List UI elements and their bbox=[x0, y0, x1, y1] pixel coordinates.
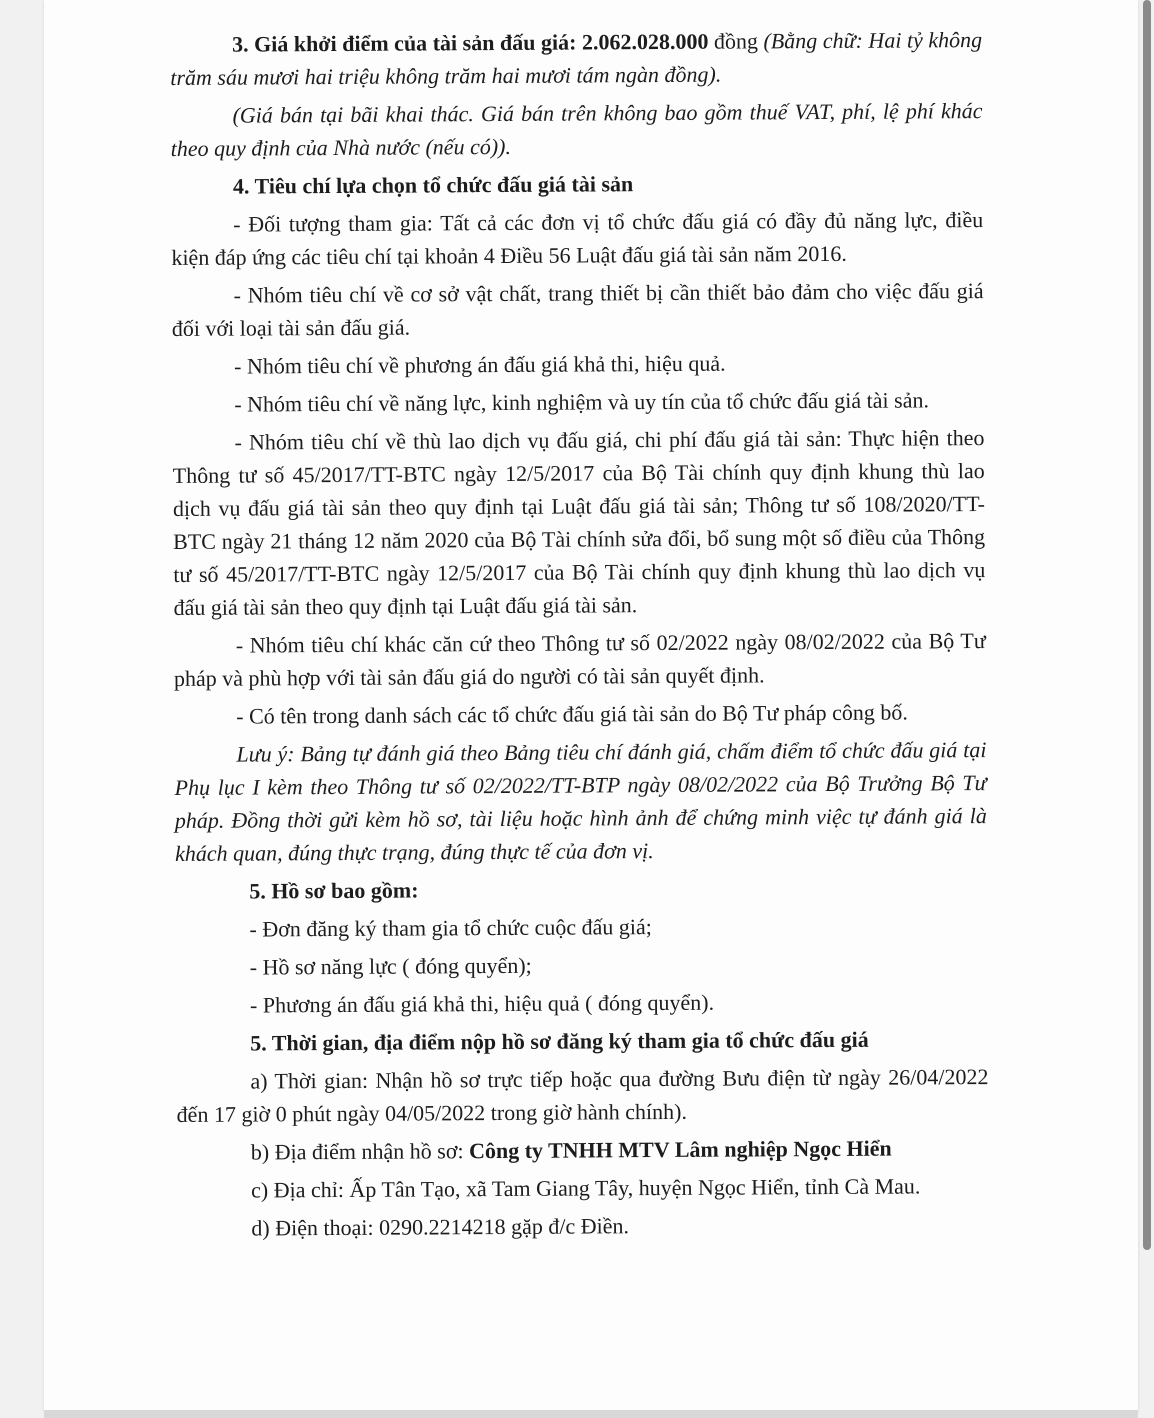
dossier-item: - Phương án đấu giá khả thi, hiệu quả ( đóng quyển). bbox=[249, 989, 715, 1018]
currency-unit: đồng bbox=[708, 28, 764, 54]
criteria-item: - Nhóm tiêu chí về thù lao dịch vụ đấu giá, chi phí đấu giá tài sản: Thực hiện theo Thông tư số 45/2017/TT-BTC ngày 12/5/2017 của Bộ Tài chính quy định khung thù lao dịch vụ đấu giá tài sản theo quy định tại Luật đấu giá tài sản; Thông tư số 108/2020/TT-BTC ngày 21 tháng 12 năm 2020 của Bộ Tài chính sửa đổi, bổ sung một số điều của Thông tư số 45/2017/TT-BTC ngày 12/5/2017 của Bộ Tài chính quy định khung thù lao dịch vụ đấu giá tài sản theo quy định tại Luật đấu giá tài sản. bbox=[172, 425, 986, 620]
criteria-item: - Đối tượng tham gia: Tất cả các đơn vị tổ chức đấu giá có đầy đủ năng lực, điều kiện đáp ứng các tiêu chí tại khoản 4 Điều 56 Luật đấu giá tài sản năm 2016. bbox=[171, 207, 984, 270]
dossier-item: - Hồ sơ năng lực ( đóng quyển); bbox=[249, 952, 532, 980]
company-name: Công ty TNHH MTV Lâm nghiệp Ngọc Hiển bbox=[468, 1135, 892, 1164]
self-assessment-note: Lưu ý: Bảng tự đánh giá theo Bảng tiêu chí đánh giá, chấm điểm tổ chức đấu giá tại Phụ lục I kèm theo Thông tư số 02/2022/TT-BTP ngày 08/02/2022 của Bộ Trưởng Bộ Tư pháp. Đồng thời gửi kèm hồ sơ, tài liệu hoặc hình ảnh để chứng minh việc tự đánh giá là khách quan, đúng thực trạng, đúng thực tế của đơn vị. bbox=[174, 737, 987, 866]
submission-heading: 5. Thời gian, địa điểm nộp hồ sơ đăng ký tham gia tổ chức đấu giá bbox=[250, 1026, 869, 1056]
criteria-item: - Nhóm tiêu chí khác căn cứ theo Thông tư số 02/2022 ngày 08/02/2022 của Bộ Tư pháp và phù hợp với tài sản đấu giá do người có tài sản quyết định. bbox=[173, 628, 986, 691]
scrollbar-thumb[interactable] bbox=[1143, 0, 1151, 1250]
criteria-item: - Có tên trong danh sách các tổ chức đấu giá tài sản do Bộ Tư pháp công bố. bbox=[236, 699, 908, 729]
dossier-item: - Đơn đăng ký tham gia tổ chức cuộc đấu giá; bbox=[249, 914, 652, 942]
section-5-heading: 5. Hồ sơ bao gồm: bbox=[249, 877, 419, 904]
criteria-item: - Nhóm tiêu chí về năng lực, kinh nghiệm và uy tín của tổ chức đấu giá tài sản. bbox=[234, 387, 930, 417]
submission-address: c) Địa chỉ: Ấp Tân Tạo, xã Tam Giang Tây, huyện Ngọc Hiển, tỉnh Cà Mau. bbox=[251, 1173, 921, 1203]
criteria-item: - Nhóm tiêu chí về cơ sở vật chất, trang thiết bị cần thiết bảo đảm cho việc đấu giá đối với loại tài sản đấu giá. bbox=[171, 278, 984, 341]
location-label: b) Địa điểm nhận hồ sơ: bbox=[250, 1138, 470, 1165]
page-bottom-edge bbox=[44, 1410, 1138, 1418]
criteria-item: - Nhóm tiêu chí về phương án đấu giá khả thi, hiệu quả. bbox=[233, 350, 726, 379]
price-note: (Giá bán tại bãi khai thác. Giá bán trên không bao gồm thuế VAT, phí, lệ phí khác theo quy định của Nhà nước (nếu có)). bbox=[170, 98, 983, 161]
price-in-words: (Bằng chữ: Hai tỷ không trăm sáu mươi hai triệu không trăm hai mươi tám ngàn đồng). bbox=[170, 27, 983, 90]
section-3-price bbox=[170, 23, 982, 94]
submission-location bbox=[177, 1131, 989, 1169]
section-3-heading: 3. Giá khởi điểm của tài sản đấu giá: 2.062.028.000 bbox=[232, 28, 709, 57]
submission-time: a) Thời gian: Nhận hồ sơ trực tiếp hoặc qua đường Bưu điện từ ngày 26/04/2022 đến 17 giờ 0 phút ngày 04/05/2022 trong giờ hành chính). bbox=[176, 1064, 989, 1127]
section-4-heading: 4. Tiêu chí lựa chọn tổ chức đấu giá tài sản bbox=[232, 171, 634, 199]
document-body bbox=[170, 23, 989, 1245]
contact-phone: d) Điện thoại: 0290.2214218 gặp đ/c Điền. bbox=[251, 1213, 630, 1241]
